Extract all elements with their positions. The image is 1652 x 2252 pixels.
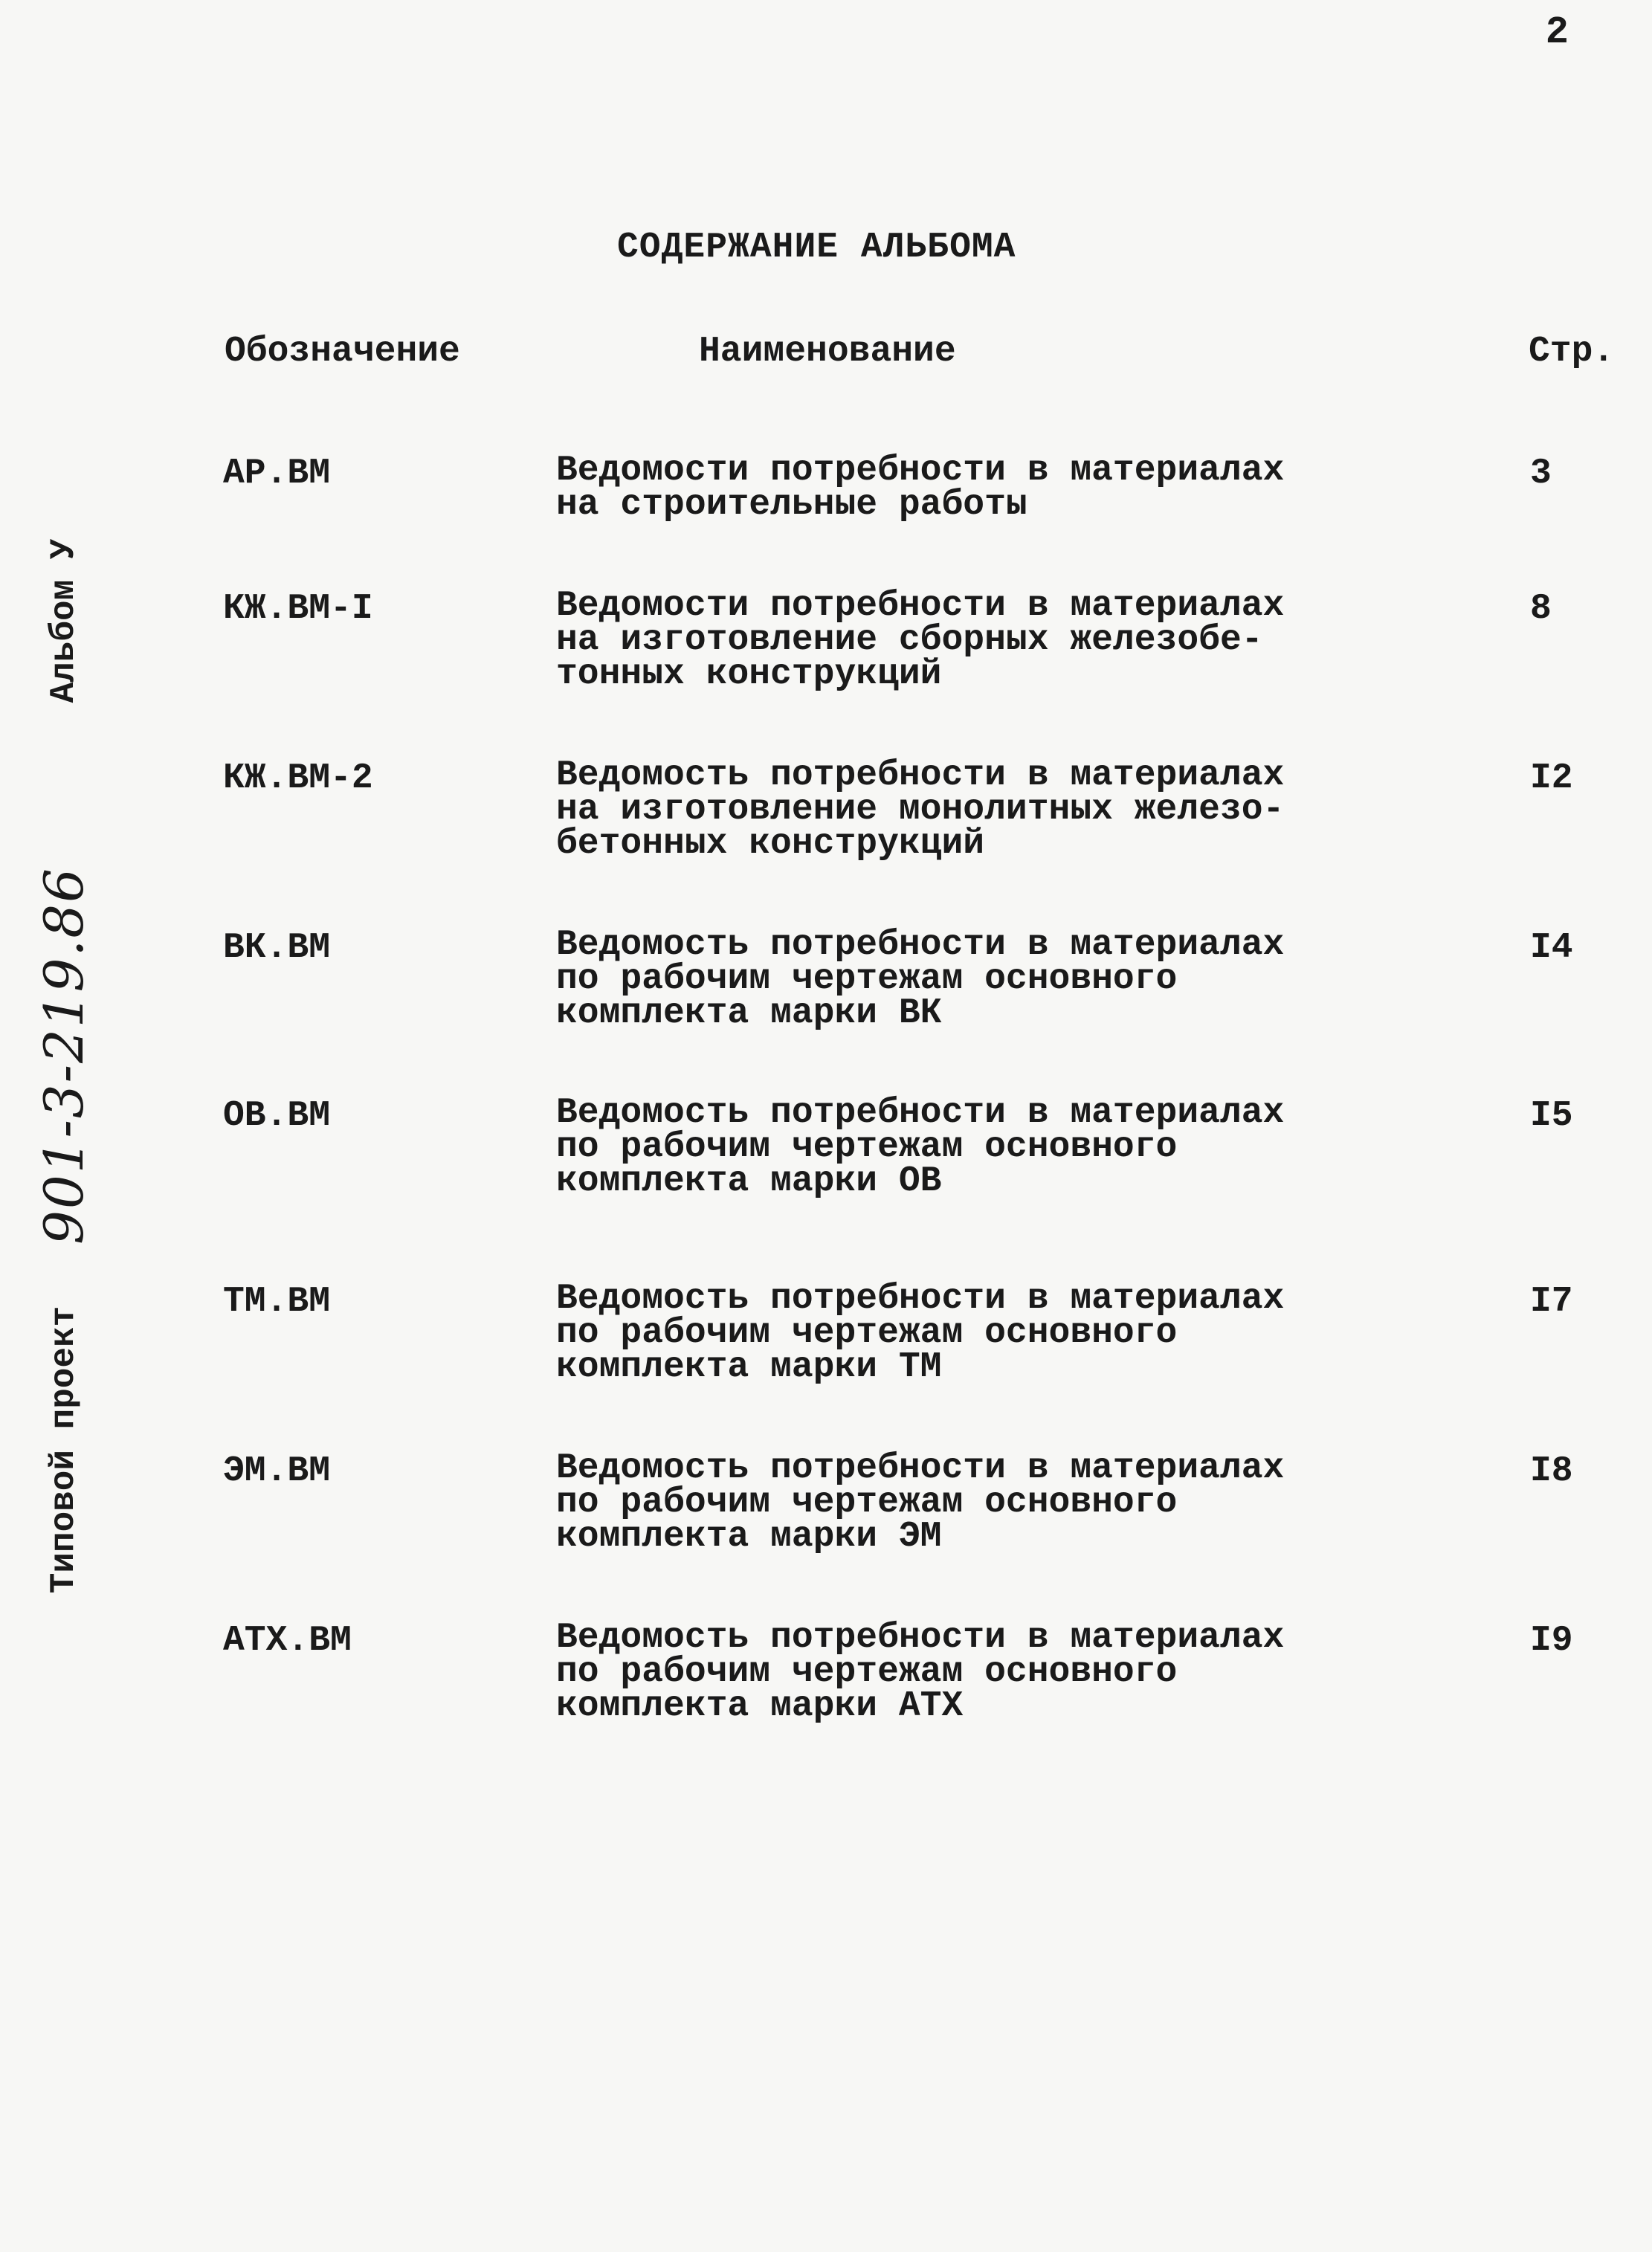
toc-code: АР.ВМ [223, 454, 331, 494]
toc-page: I8 [1530, 1451, 1573, 1491]
toc-description [556, 451, 1300, 525]
toc-description [556, 1448, 1300, 1557]
toc-description-line: на изготовление сборных железобе- [556, 620, 1263, 660]
toc-description-line: Ведомости потребности в материалах [556, 586, 1285, 626]
toc-description-line: по рабочим чертежам основного [556, 1652, 1178, 1692]
toc-code: ОВ.ВМ [223, 1096, 331, 1136]
toc-code: АТХ.ВМ [223, 1621, 352, 1661]
toc-code: ВК.ВМ [223, 928, 331, 968]
toc-code: ТМ.ВМ [223, 1282, 331, 1322]
toc-description-line: по рабочим чертежам основного [556, 1482, 1178, 1523]
toc-description-line: бетонных конструкций [556, 824, 985, 864]
toc-description-line: Ведомость потребности в материалах [556, 1093, 1285, 1133]
toc-page: I2 [1530, 758, 1573, 798]
toc-page: I5 [1530, 1096, 1573, 1136]
toc-description [556, 1093, 1300, 1201]
toc-description-line: комплекта марки ОВ [556, 1161, 942, 1201]
toc-description-line: по рабочим чертежам основного [556, 1127, 1178, 1167]
toc-page: I4 [1530, 928, 1573, 968]
toc-description-line: тонных конструкций [556, 654, 942, 694]
toc-code: КЖ.ВМ-2 [223, 758, 373, 798]
project-number-handwritten: 901-3-219.86 [33, 867, 95, 1245]
toc-description-line: Ведомость потребности в материалах [556, 925, 1285, 965]
column-header-name: Наименование [699, 332, 956, 372]
toc-description-line: комплекта марки АТХ [556, 1686, 964, 1726]
album-label: Альбом У [45, 538, 83, 703]
page-title: СОДЕРЖАНИЕ АЛЬБОМА [617, 228, 1016, 268]
column-header-designation: Обозначение [225, 332, 460, 372]
page-number: 2 [1545, 10, 1569, 54]
toc-description [556, 755, 1300, 864]
toc-page: 8 [1530, 589, 1552, 629]
toc-page: 3 [1530, 454, 1552, 494]
toc-description-line: комплекта марки ВК [556, 993, 942, 1033]
toc-description-line: Ведомость потребности в материалах [556, 1448, 1285, 1488]
project-label: Типовой проект [45, 1306, 83, 1594]
column-header-page: Стр. [1529, 332, 1615, 372]
toc-description-line: Ведомость потребности в материалах [556, 1279, 1285, 1319]
toc-description-line: на строительные работы [556, 485, 1027, 525]
toc-description [556, 925, 1300, 1033]
toc-code: ЭМ.ВМ [223, 1451, 331, 1491]
toc-description-line: по рабочим чертежам основного [556, 959, 1178, 999]
toc-code: КЖ.ВМ-I [223, 589, 373, 629]
toc-description-line: по рабочим чертежам основного [556, 1313, 1178, 1353]
toc-description-line: комплекта марки ЭМ [556, 1517, 942, 1557]
toc-description-line: Ведомость потребности в материалах [556, 755, 1285, 796]
toc-page: I9 [1530, 1621, 1573, 1661]
toc-description [556, 1618, 1300, 1726]
toc-description-line: на изготовление монолитных железо- [556, 790, 1285, 830]
side-margin-stamp [0, 0, 149, 2252]
toc-description [556, 1279, 1300, 1387]
toc-description-line: Ведомости потребности в материалах [556, 451, 1285, 491]
toc-description-line: комплекта марки ТМ [556, 1347, 942, 1387]
toc-description [556, 586, 1300, 694]
toc-description-line: Ведомость потребности в материалах [556, 1618, 1285, 1658]
toc-page: I7 [1530, 1282, 1573, 1322]
